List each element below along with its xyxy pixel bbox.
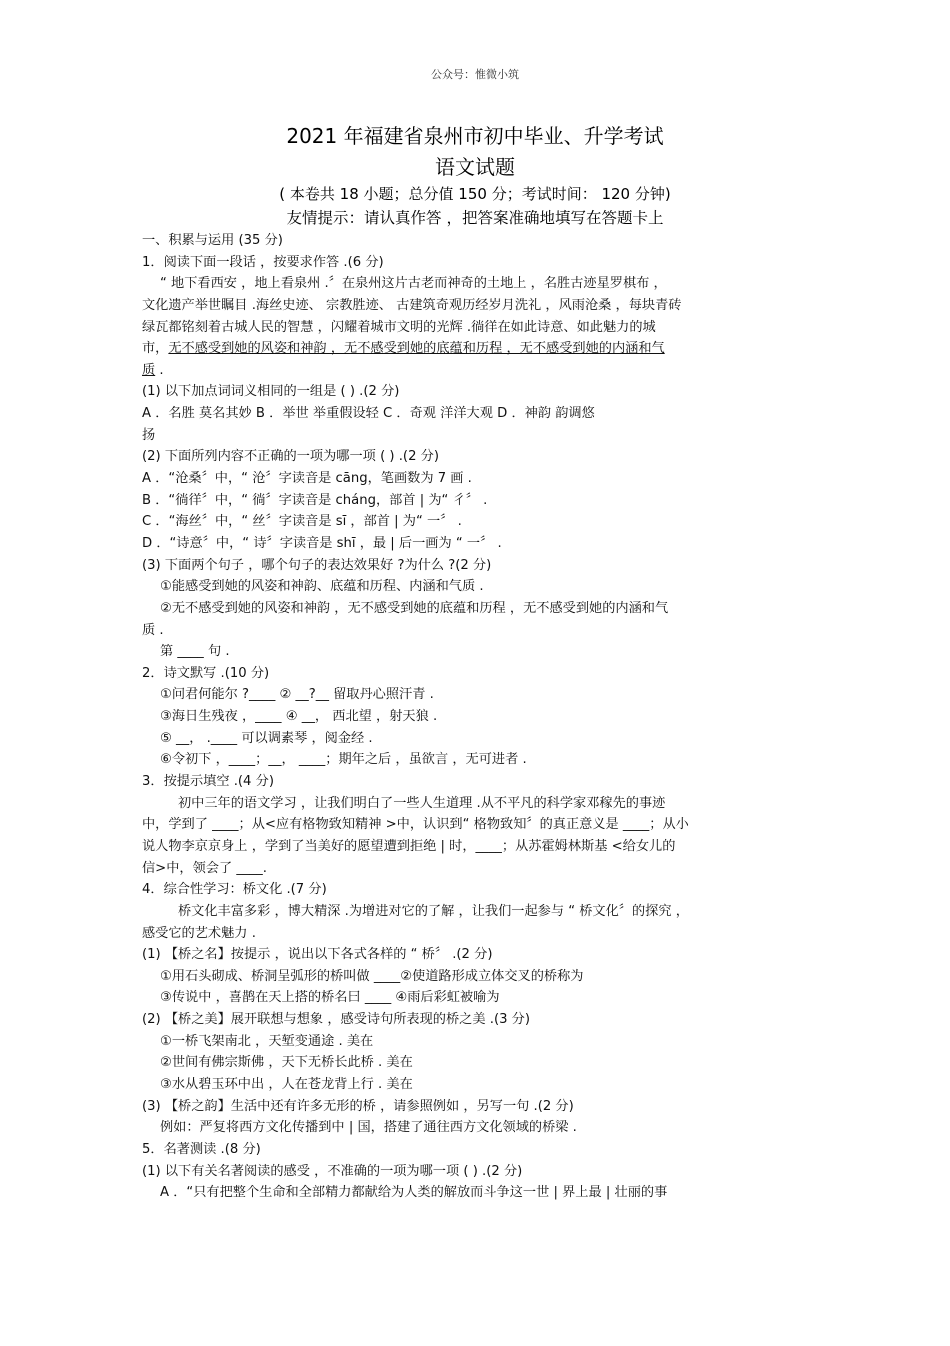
line-text: ③水从碧玉环中出 ，人在苍龙背上行 . 美在	[160, 1076, 413, 1092]
text-line	[142, 1161, 810, 1183]
text-line	[142, 1096, 810, 1118]
underlined-sentence: 无不感受到她的风姿和神韵 ，无不感受到她的底蕴和历程 ，无不感受到她的内涵和气	[168, 341, 665, 357]
line-text: 5．名著测读 .(8 分)	[142, 1141, 261, 1157]
line-text: 3．按提示填空 .(4 分)	[142, 774, 274, 790]
line-text: (1) 以下有关名著阅读的感受 ，不准确的一项为哪一项 ( ) .(2 分)	[142, 1163, 523, 1179]
line-text: 2．诗文默写 .(10 分)	[142, 665, 270, 681]
text-line	[142, 814, 810, 836]
line-text: 4．综合性学习：桥文化 .(7 分)	[142, 882, 327, 898]
line-text: 第 ____ 句 .	[160, 644, 230, 660]
line-text: A ．“沧桑〞中，“ 沧〞字读音是 cāng，笔画数为 7 画 .	[142, 471, 472, 487]
text-line	[142, 1031, 810, 1053]
text-line	[142, 663, 810, 685]
line-text: (2) 【桥之美】展开联想与想象 ，感受诗句所表现的桥之美 .(3 分)	[142, 1012, 531, 1028]
line-text: 说人物李京京身上 ，学到了当美好的愿望遭到拒绝 | 时，____；从苏霍姆林斯基 <给女儿的	[142, 838, 676, 854]
line-text: 扬	[142, 427, 156, 443]
line-text: (2) 下面所列内容不正确的一项为哪一项 ( ) .(2 分)	[142, 449, 439, 465]
text-line	[142, 446, 810, 468]
text-line	[142, 923, 810, 945]
header-note: 公众号：惟微小筑	[431, 68, 519, 81]
line-text: ③传说中 ，喜鹊在天上搭的桥名曰 ____ ④雨后彩虹被喻为	[160, 990, 500, 1006]
line-text: (3) 【桥之韵】生活中还有许多无形的桥 ，请参照例如 ，另写一句 .(2 分)	[142, 1098, 574, 1114]
text-line	[142, 987, 810, 1009]
text-line	[142, 533, 810, 555]
line-text: 桥文化丰富多彩 ，博大精深 .为增进对它的了解 ，让我们一起参与 “ 桥文化〞的探究 ，	[178, 903, 689, 919]
line-text: “ 地下看西安 ，地上看泉州 .〞在泉州这片古老而神奇的土地上 ，名胜古迹星罗棋布 ，	[160, 276, 667, 292]
line-text: (1) 以下加点词词义相同的一组是 ( ) .(2 分)	[142, 384, 400, 400]
text-line	[142, 836, 810, 858]
line-text: B ．“徜徉〞中，“ 徜〞字读音是 cháng，部首 | 为“ 彳〞 .	[142, 492, 488, 508]
text-line	[142, 403, 810, 425]
line-text: 质 .	[142, 622, 164, 638]
line-text: ①能感受到她的风姿和神韵、底蕴和历程、内涵和气质 .	[160, 579, 484, 595]
line-text: ①一桥飞架南北 ，天堑变通途 . 美在	[160, 1033, 374, 1049]
line-text: 1．阅读下面一段话 ，按要求作答 .(6 分)	[142, 254, 384, 270]
text-line	[142, 360, 810, 382]
line-text: A ．名胜 莫名其妙 B ．举世 举重假设轻 C ．奇观 洋洋大观 D ．神韵 韵调悠	[142, 406, 595, 422]
line-text: 市，	[142, 341, 169, 357]
line-text: ②世间有佛宗斯佛 ，天下无桥长此桥 . 美在	[160, 1055, 413, 1071]
line-text: (3) 下面两个句子 ，哪个句子的表达效果好 ?为什么 ?(2 分)	[142, 557, 492, 573]
text-line	[142, 1052, 810, 1074]
text-line	[142, 966, 810, 988]
exam-info: ( 本卷共 18 小题；总分值 150 分；考试时间： 120 分钟)	[279, 185, 671, 203]
line-text: 例如：严复将西方文化传播到中 | 国，搭建了通往西方文化领域的桥梁 .	[160, 1120, 577, 1136]
line-text: ⑥令初下 ，____；__， ____；期年之后 ，虽欲言 ，无可进者 .	[160, 752, 527, 768]
text-line	[142, 295, 810, 317]
text-line	[142, 1009, 810, 1031]
text-line	[142, 771, 810, 793]
line-text: C ．“海丝〞中，“ 丝〞字读音是 sī ，部首 | 为“ 一〞 .	[142, 514, 462, 530]
text-line	[142, 425, 810, 447]
line-text: ①用石头砌成、桥洞呈弧形的桥叫做 ____②使道路形成立体交叉的桥称为	[160, 968, 584, 984]
line-text: 绿瓦都铭刻着古城人民的智慧 ，闪耀着城市文明的光辉 .徜徉在如此诗意、如此魅力的城	[142, 319, 656, 335]
underlined-sentence: 质	[142, 362, 156, 378]
line-text: 初中三年的语文学习 ，让我们明白了一些人生道理 .从不平凡的科学家邓稼先的事迹	[178, 795, 666, 811]
text-line	[142, 317, 810, 339]
text-line	[142, 1117, 810, 1139]
text-line	[142, 490, 810, 512]
text-line	[142, 230, 810, 252]
text-line	[142, 793, 810, 815]
line-text: 一、积累与运用 (35 分)	[142, 233, 283, 248]
line-text: ③海日生残夜 ，____ ④ __， 西北望 ，射天狼 .	[160, 709, 438, 725]
line-text: 文化遗产举世瞩目 .海丝史迹、 宗教胜迹、 古建筑奇观历经岁月洗礼 ，风雨沧桑 ，每块青砖	[142, 297, 682, 313]
text-line	[142, 858, 810, 880]
text-line	[142, 879, 810, 901]
line-text: ①问君何能尔 ?____ ② __?__ 留取丹心照汗青 .	[160, 687, 434, 703]
exam-title: 2021 年福建省泉州市初中毕业、升学考试	[286, 124, 664, 148]
text-line	[142, 706, 810, 728]
text-line	[142, 381, 810, 403]
line-text: 中，学到了 ____；从<应有格物致知精神 >中，认识到“ 格物致知〞的真正意义是 ____；从小	[142, 817, 689, 833]
text-line	[142, 555, 810, 577]
line-text: (1) 【桥之名】按提示 ，说出以下各式各样的 “ 桥〞 .(2 分)	[142, 947, 493, 963]
text-line	[142, 1074, 810, 1096]
exam-tip: 友情提示：请认真作答 ，把答案准确地填写在答题卡上	[286, 209, 664, 227]
text-line	[142, 1139, 810, 1161]
text-line	[142, 728, 810, 750]
text-line	[142, 641, 810, 663]
line-text: 感受它的艺术魅力 .	[142, 925, 256, 941]
text-line	[142, 1182, 810, 1204]
text-line	[142, 620, 810, 642]
text-line	[142, 252, 810, 274]
exam-subtitle: 语文试题	[435, 155, 515, 179]
line-text: 信>中，领会了 ____.	[142, 860, 267, 876]
text-line	[142, 273, 810, 295]
text-line	[142, 468, 810, 490]
line-text: ②无不感受到她的风姿和神韵 ，无不感受到她的底蕴和历程 ，无不感受到她的内涵和气	[160, 600, 669, 616]
text-line	[142, 749, 810, 771]
text-line	[142, 511, 810, 533]
text-line	[142, 338, 810, 360]
text-line	[142, 944, 810, 966]
text-line	[142, 901, 810, 923]
line-text: A ．“只有把整个生命和全部精力都献给为人类的解放而斗争这一世 | 界上最 | 壮丽的事	[160, 1185, 668, 1201]
exam-body	[142, 230, 810, 1204]
text-line	[142, 576, 810, 598]
text-line	[142, 684, 810, 706]
text-line	[142, 598, 810, 620]
line-text: ⑤ __， .____ 可以调素琴 ，阅金经 .	[160, 730, 373, 746]
line-text: D ．“诗意〞中，“ 诗〞字读音是 shī ，最 | 后一画为 “ 一〞 .	[142, 535, 502, 551]
line-suffix: .	[155, 362, 164, 378]
